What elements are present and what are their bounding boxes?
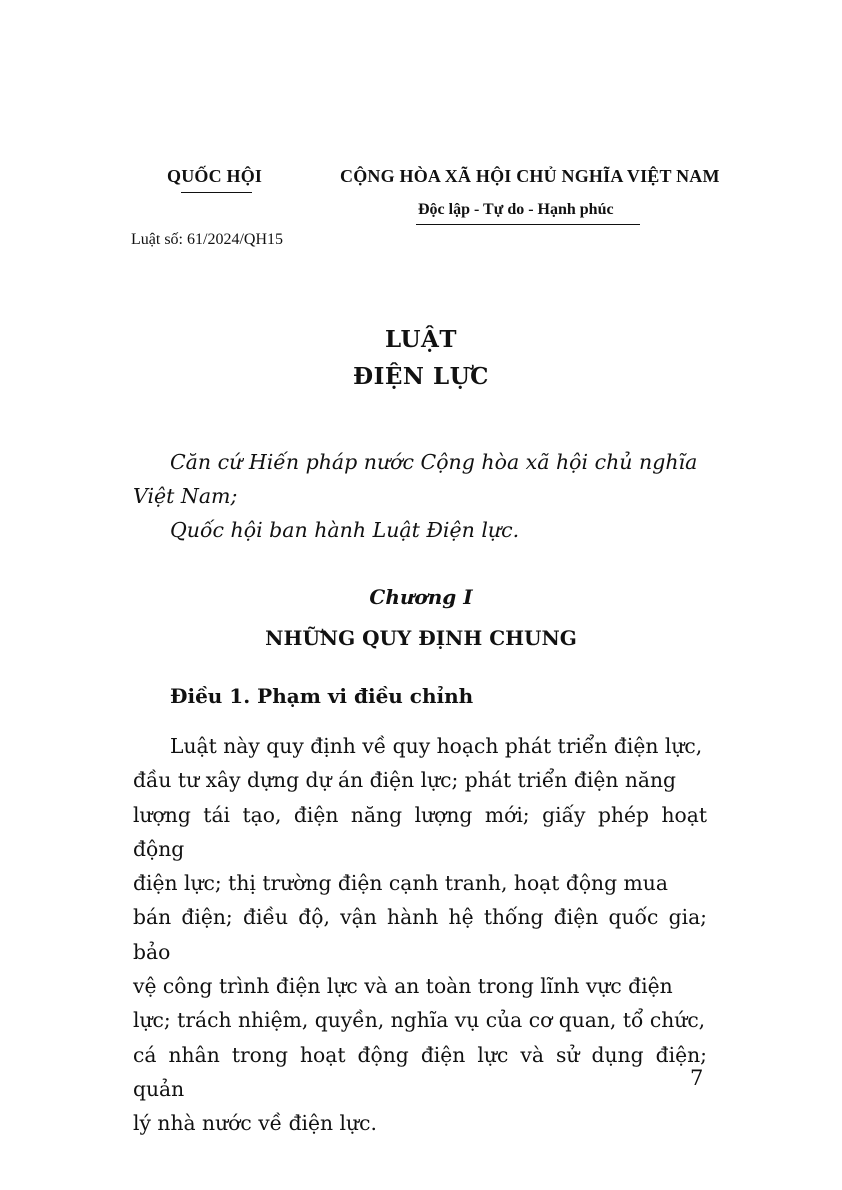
preamble-line: Căn cứ Hiến pháp nước Cộng hòa xã hội chủ nghĩa [170,450,698,474]
body-line: lực; trách nhiệm, quyền, nghĩa vụ của cơ quan, tổ chức, [133,1008,706,1033]
page-number: 7 [690,1066,704,1090]
article-heading: Điều 1. Phạm vi điều chỉnh [170,684,474,708]
national-motto: Độc lập - Tự do - Hạnh phúc [418,201,614,218]
law-number: Luật số: 61/2024/QH15 [131,231,283,248]
issuing-body: QUỐC HỘI [167,166,263,186]
article-body [133,729,707,1141]
chapter-number: Chương I [369,585,473,609]
preamble-line: Việt Nam; [133,484,238,508]
body-line: đầu tư xây dựng dự án điện lực; phát triển điện năng [133,768,677,793]
body-line: lượng tái tạo, điện năng lượng mới; giấy phép hoạt động [133,802,707,861]
body-line: điện lực; thị trường điện cạnh tranh, hoạt động mua [133,871,668,896]
body-line: Luật này quy định về quy hoạch phát triển điện lực, [170,734,703,758]
preamble [133,445,713,547]
body-line: vệ công trình điện lực và an toàn trong lĩnh vực điện [133,974,673,999]
chapter-name: NHỮNG QUY ĐỊNH CHUNG [265,626,577,650]
law-subject: ĐIỆN LỰC [353,363,489,390]
body-line: lý nhà nước về điện lực. [133,1111,377,1136]
issuing-body-underline [181,192,252,193]
motto-underline [416,224,640,225]
body-line: bán điện; điều độ, vận hành hệ thống điện quốc gia; bảo [133,905,707,964]
body-line: cá nhân trong hoạt động điện lực và sử dụng điện; quản [133,1042,707,1101]
preamble-line: Quốc hội ban hành Luật Điện lực. [170,518,520,542]
nation-name: CỘNG HÒA XÃ HỘI CHỦ NGHĨA VIỆT NAM [340,166,720,186]
law-title: LUẬT [385,326,457,353]
